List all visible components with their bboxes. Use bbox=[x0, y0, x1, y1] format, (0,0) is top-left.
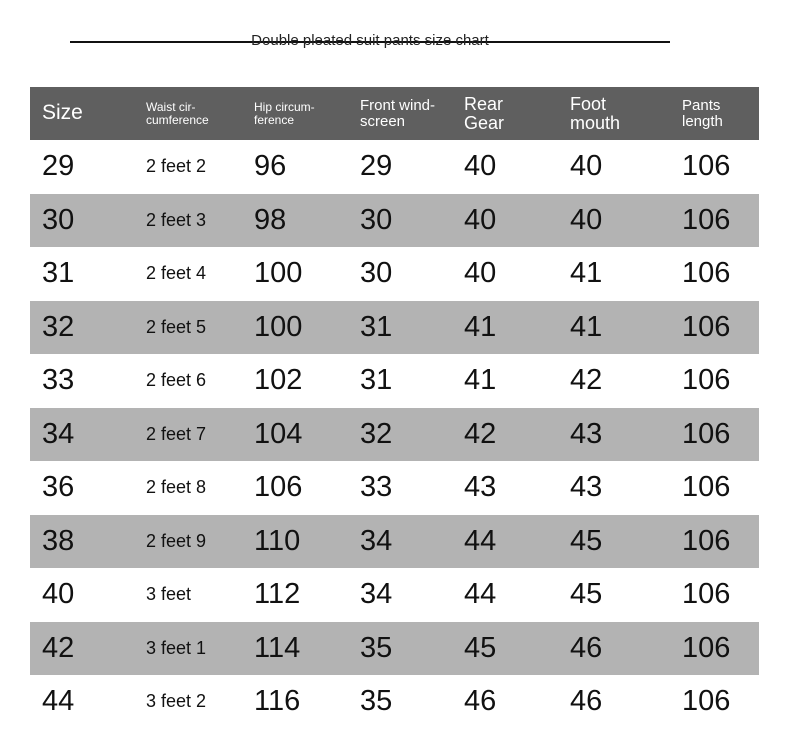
cell-foot-mouth: 40 bbox=[570, 203, 603, 236]
cell-rear-gear: 40 bbox=[464, 203, 497, 236]
table-row bbox=[30, 515, 759, 569]
cell-front-windscreen: 32 bbox=[360, 417, 393, 450]
cell-rear-gear: 40 bbox=[464, 257, 497, 290]
cell-pants-length: 106 bbox=[682, 631, 731, 664]
cell-pants-length: 106 bbox=[682, 417, 731, 450]
header-pants-length: Pants length bbox=[682, 96, 723, 130]
page-title: Double pleated suit pants size chart bbox=[251, 32, 489, 49]
table-row bbox=[30, 194, 759, 248]
header-front-windscreen: Front wind- screen bbox=[360, 96, 436, 130]
header-foot-mouth: Foot mouth bbox=[570, 93, 621, 133]
cell-size: 44 bbox=[42, 685, 75, 718]
cell-pants-length: 106 bbox=[682, 471, 731, 504]
cell-front-windscreen: 33 bbox=[360, 471, 393, 504]
cell-foot-mouth: 41 bbox=[570, 310, 603, 343]
cell-pants-length: 106 bbox=[682, 257, 731, 290]
table-row bbox=[30, 140, 759, 194]
cell-foot-mouth: 43 bbox=[570, 471, 603, 504]
cell-pants-length: 106 bbox=[682, 578, 731, 611]
table-row bbox=[30, 675, 759, 729]
cell-front-windscreen: 34 bbox=[360, 524, 393, 557]
cell-hip: 112 bbox=[254, 578, 301, 611]
cell-front-windscreen: 29 bbox=[360, 150, 393, 183]
cell-size: 32 bbox=[42, 310, 75, 343]
cell-size: 36 bbox=[42, 471, 75, 504]
cell-hip: 114 bbox=[254, 631, 301, 664]
cell-hip: 100 bbox=[254, 257, 303, 290]
cell-waist: 3 feet bbox=[146, 584, 192, 605]
cell-size: 29 bbox=[42, 150, 75, 183]
cell-waist: 2 feet 7 bbox=[146, 423, 207, 444]
table-row bbox=[30, 408, 759, 462]
cell-hip: 100 bbox=[254, 310, 303, 343]
chart-title-banner bbox=[70, 30, 670, 54]
cell-hip: 104 bbox=[254, 417, 303, 450]
cell-rear-gear: 46 bbox=[464, 685, 497, 718]
cell-foot-mouth: 46 bbox=[570, 685, 603, 718]
header-waist: Waist cir- cumference bbox=[146, 99, 209, 127]
header-rear-gear: Rear Gear bbox=[464, 93, 505, 133]
cell-foot-mouth: 45 bbox=[570, 524, 603, 557]
cell-front-windscreen: 34 bbox=[360, 578, 393, 611]
cell-pants-length: 106 bbox=[682, 364, 731, 397]
cell-size: 40 bbox=[42, 578, 75, 611]
cell-pants-length: 106 bbox=[682, 203, 731, 236]
cell-size: 38 bbox=[42, 524, 75, 557]
cell-rear-gear: 43 bbox=[464, 471, 497, 504]
cell-foot-mouth: 40 bbox=[570, 150, 603, 183]
cell-waist: 2 feet 5 bbox=[146, 316, 207, 337]
cell-foot-mouth: 43 bbox=[570, 417, 603, 450]
cell-pants-length: 106 bbox=[682, 685, 731, 718]
cell-foot-mouth: 46 bbox=[570, 631, 603, 664]
cell-size: 42 bbox=[42, 631, 75, 664]
cell-foot-mouth: 45 bbox=[570, 578, 603, 611]
cell-hip: 96 bbox=[254, 150, 287, 183]
cell-front-windscreen: 30 bbox=[360, 203, 393, 236]
table-row bbox=[30, 622, 759, 676]
cell-foot-mouth: 42 bbox=[570, 364, 603, 397]
cell-size: 34 bbox=[42, 417, 75, 450]
cell-rear-gear: 44 bbox=[464, 578, 497, 611]
table-row bbox=[30, 247, 759, 301]
table-body bbox=[30, 140, 759, 729]
cell-waist: 2 feet 3 bbox=[146, 209, 207, 230]
cell-front-windscreen: 35 bbox=[360, 685, 393, 718]
header-hip: Hip circum- ference bbox=[254, 99, 315, 127]
cell-foot-mouth: 41 bbox=[570, 257, 603, 290]
cell-rear-gear: 40 bbox=[464, 150, 497, 183]
cell-rear-gear: 41 bbox=[464, 310, 497, 343]
cell-rear-gear: 45 bbox=[464, 631, 497, 664]
header-size: Size bbox=[42, 101, 83, 125]
table-header-row bbox=[30, 87, 759, 140]
size-table bbox=[30, 87, 759, 729]
cell-pants-length: 106 bbox=[682, 524, 731, 557]
cell-waist: 3 feet 2 bbox=[146, 691, 207, 712]
table-row bbox=[30, 354, 759, 408]
table-row bbox=[30, 461, 759, 515]
cell-rear-gear: 41 bbox=[464, 364, 497, 397]
cell-waist: 2 feet 8 bbox=[146, 477, 207, 498]
cell-front-windscreen: 35 bbox=[360, 631, 393, 664]
cell-waist: 3 feet 1 bbox=[146, 637, 207, 658]
cell-front-windscreen: 30 bbox=[360, 257, 393, 290]
cell-hip: 102 bbox=[254, 364, 303, 397]
cell-waist: 2 feet 9 bbox=[146, 530, 207, 551]
cell-size: 31 bbox=[42, 257, 75, 290]
cell-hip: 106 bbox=[254, 471, 303, 504]
table-row bbox=[30, 568, 759, 622]
cell-hip: 110 bbox=[254, 524, 301, 557]
cell-hip: 98 bbox=[254, 203, 287, 236]
cell-rear-gear: 42 bbox=[464, 417, 497, 450]
cell-waist: 2 feet 4 bbox=[146, 263, 207, 284]
table-row bbox=[30, 301, 759, 355]
cell-waist: 2 feet 2 bbox=[146, 156, 207, 177]
cell-size: 30 bbox=[42, 203, 75, 236]
cell-front-windscreen: 31 bbox=[360, 364, 393, 397]
cell-rear-gear: 44 bbox=[464, 524, 497, 557]
cell-hip: 116 bbox=[254, 685, 301, 718]
cell-front-windscreen: 31 bbox=[360, 310, 393, 343]
cell-size: 33 bbox=[42, 364, 75, 397]
cell-pants-length: 106 bbox=[682, 150, 731, 183]
cell-pants-length: 106 bbox=[682, 310, 731, 343]
cell-waist: 2 feet 6 bbox=[146, 370, 207, 391]
